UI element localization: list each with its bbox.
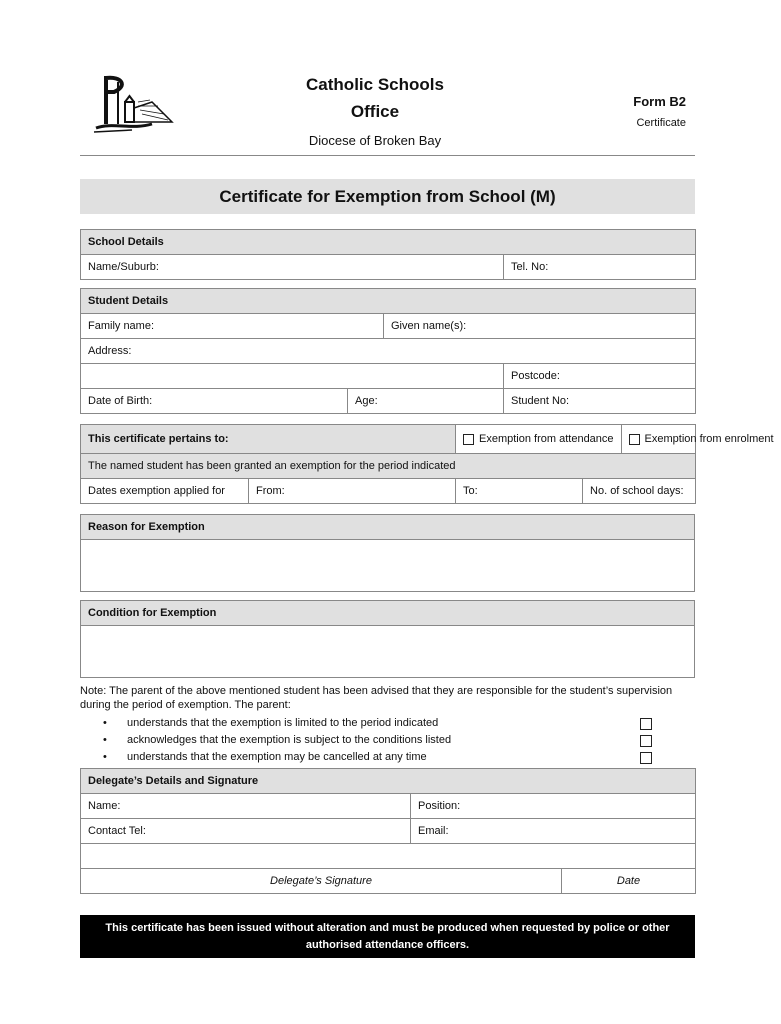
date-label: Date: [562, 869, 696, 894]
school-tel-field[interactable]: Tel. No:: [504, 255, 696, 280]
page-title: Certificate for Exemption from School (M): [80, 179, 695, 214]
signature-label: Delegate’s Signature: [81, 869, 562, 894]
address-line2-field[interactable]: [81, 364, 504, 389]
delegate-table: [80, 768, 696, 894]
enrolment-checkbox[interactable]: [629, 434, 640, 445]
option-attendance[interactable]: [456, 425, 622, 453]
reason-heading: Reason for Exemption: [81, 515, 695, 540]
school-days-field[interactable]: No. of school days:: [590, 485, 684, 497]
footer-line2: authorised attendance officers.: [305, 939, 470, 951]
delegate-position-field[interactable]: Position:: [411, 794, 696, 819]
reason-field[interactable]: [81, 540, 695, 592]
delegate-contact-field[interactable]: Contact Tel:: [81, 819, 411, 844]
bullet-text: acknowledges that the exemption is subject to the conditions listed: [127, 734, 452, 746]
bullet-text: understands that the exemption is limited to the period indicated: [127, 717, 439, 729]
delegate-heading: Delegate’s Details and Signature: [81, 769, 696, 794]
bullet-item: • acknowledges that the exemption is subject to the conditions listed: [103, 734, 452, 746]
student-details-table: [80, 288, 696, 414]
bullet-text: understands that the exemption may be cancelled at any time: [127, 751, 427, 763]
header-divider: [80, 155, 695, 156]
from-field[interactable]: From:: [249, 479, 456, 504]
option-enrolment[interactable]: [622, 425, 781, 453]
student-no-field[interactable]: Student No:: [504, 389, 696, 414]
family-name-field[interactable]: Family name:: [81, 314, 384, 339]
option-attendance-label: Exemption from attendance: [479, 433, 614, 445]
to-field[interactable]: To:: [456, 479, 583, 503]
bullet-checkbox-2[interactable]: [640, 735, 652, 747]
signature-field[interactable]: [81, 844, 696, 869]
reason-table: [80, 514, 695, 592]
option-enrolment-label: Exemption from enrolment: [644, 433, 774, 445]
school-details-table: [80, 229, 696, 280]
to-days-cell: [456, 479, 696, 504]
diocese-logo: [92, 72, 174, 134]
form-code: Form B2: [633, 94, 686, 109]
delegate-name-field[interactable]: Name:: [81, 794, 411, 819]
granted-text: The named student has been granted an exemption for the period indicated: [81, 454, 696, 479]
bullet-checkbox-1[interactable]: [640, 718, 652, 730]
parent-note: Note: The parent of the above mentioned student has been advised that they are responsible for the student’s supervision during the period of exemption. The parent:: [80, 685, 673, 711]
form-type: Certificate: [636, 117, 686, 129]
condition-table: [80, 600, 695, 678]
org-name-line1: Catholic Schools: [306, 75, 444, 94]
condition-heading: Condition for Exemption: [81, 601, 695, 626]
given-name-field[interactable]: Given name(s):: [384, 314, 696, 339]
dates-label: Dates exemption applied for: [81, 479, 249, 504]
school-name-field[interactable]: Name/Suburb:: [81, 255, 504, 280]
address-field[interactable]: Address:: [81, 339, 696, 364]
condition-field[interactable]: [81, 626, 695, 678]
postcode-field[interactable]: Postcode:: [504, 364, 696, 389]
age-field[interactable]: Age:: [348, 389, 504, 414]
pertains-heading: This certificate pertains to:: [81, 425, 456, 454]
bullet-item: • understands that the exemption is limited to the period indicated: [103, 717, 439, 729]
delegate-email-field[interactable]: Email:: [411, 819, 696, 844]
pertains-options-cell: [456, 425, 774, 454]
bullet-item: • understands that the exemption may be cancelled at any time: [103, 751, 427, 763]
school-details-heading: School Details: [81, 230, 696, 255]
footer-notice: [80, 915, 695, 958]
attendance-checkbox[interactable]: [463, 434, 474, 445]
dob-field[interactable]: Date of Birth:: [81, 389, 348, 414]
footer-line1: This certificate has been issued without alteration and must be produced when requested by police or other: [105, 922, 670, 934]
org-name-line2: Office: [350, 102, 400, 121]
bullet-checkbox-3[interactable]: [640, 752, 652, 764]
student-details-heading: Student Details: [81, 289, 696, 314]
org-subtitle: Diocese of Broken Bay: [308, 133, 442, 148]
pertains-table: [80, 424, 774, 504]
